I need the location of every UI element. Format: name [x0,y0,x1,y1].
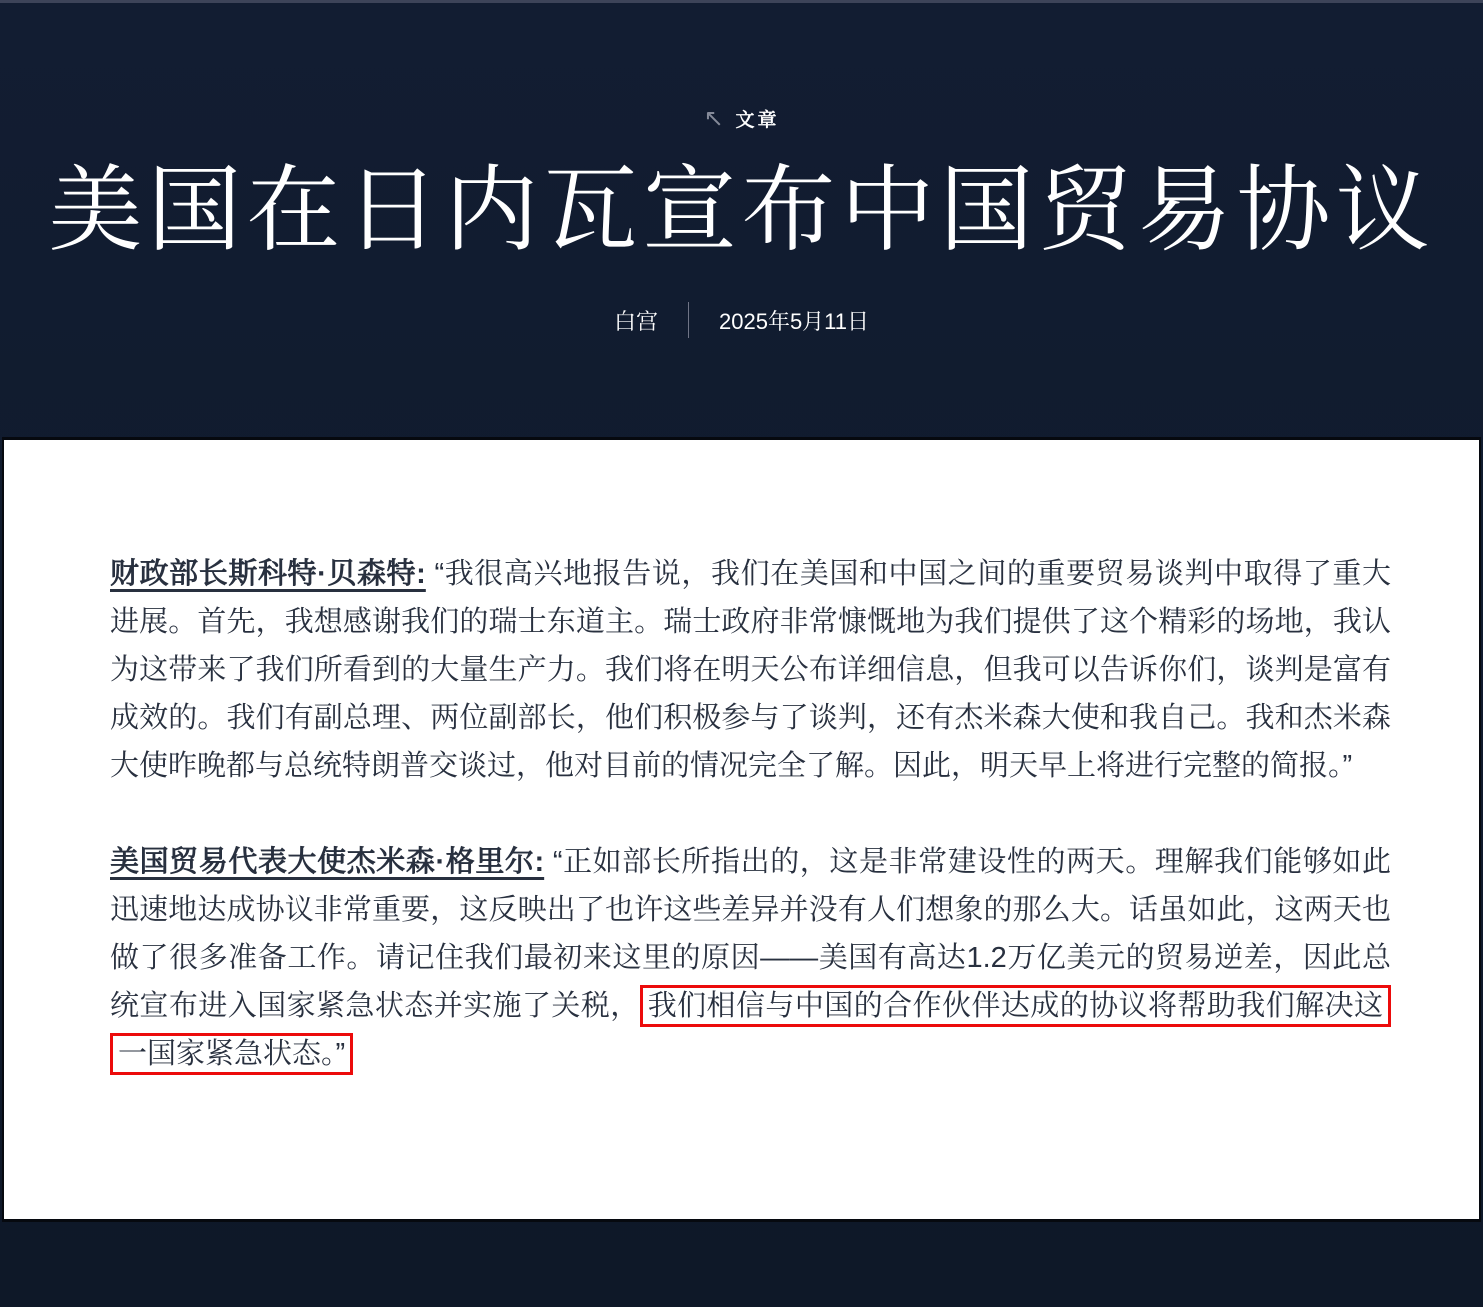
article-date: 2025年5月11日 [719,308,870,334]
paragraph-bessent [110,550,1391,790]
speaker-quote: “我很高兴地报告说，我们在美国和中国之间的重要贸易谈判中取得了重大进展。首先，我想感谢我们的瑞士东道主。瑞士政府非常慷慨地为我们提供了这个精彩的场地，我认为这带来了我们所看到的大量生产力。我们将在明天公布详细信息，但我可以告诉你们，谈判是富有成效的。我们有副总理、两位副部长，他们积极参与了谈判，还有杰米森大使和我自己。我和杰米森大使昨晚都与总统特朗普交谈过，他对目前的情况完全了解。因此，明天早上将进行完整的简报。” [110,558,1391,782]
speaker-quote: “正如部长所指出的，这是非常建设性的两天。理解我们能够如此迅速地达成协议非常重要，这反映出了也许这些差异并没有人们想象的那么大。话虽如此，这两天也做了很多准备工作。请记住我们最初来这里的原因——美国有高达1.2万亿美元的贸易逆差，因此总统宣布进入国家紧急状态并实施了关税， [110,846,1391,1022]
page-title: 美国在日内瓦宣布中国贸易协议 [48,159,1435,263]
speaker-name: 财政部长斯科特·贝森特: [110,558,426,590]
meta-divider [688,302,689,338]
article-meta [0,302,1483,338]
speaker-name: 美国贸易代表大使杰米森·格里尔: [110,846,545,878]
highlight-annotation-box: 我们相信与中国的合作伙伴达成的协议将帮助我们解决这一国家紧急状态。” [110,985,1391,1075]
article-header [0,3,1483,437]
article-body-card [2,437,1481,1222]
arrow-up-left-icon: ↖ [703,104,724,132]
article-source: 白宫 [613,308,658,334]
paragraph-greer [110,838,1391,1078]
eyebrow-label: 文章 [735,110,780,131]
articles-breadcrumb-link[interactable] [0,3,1483,132]
